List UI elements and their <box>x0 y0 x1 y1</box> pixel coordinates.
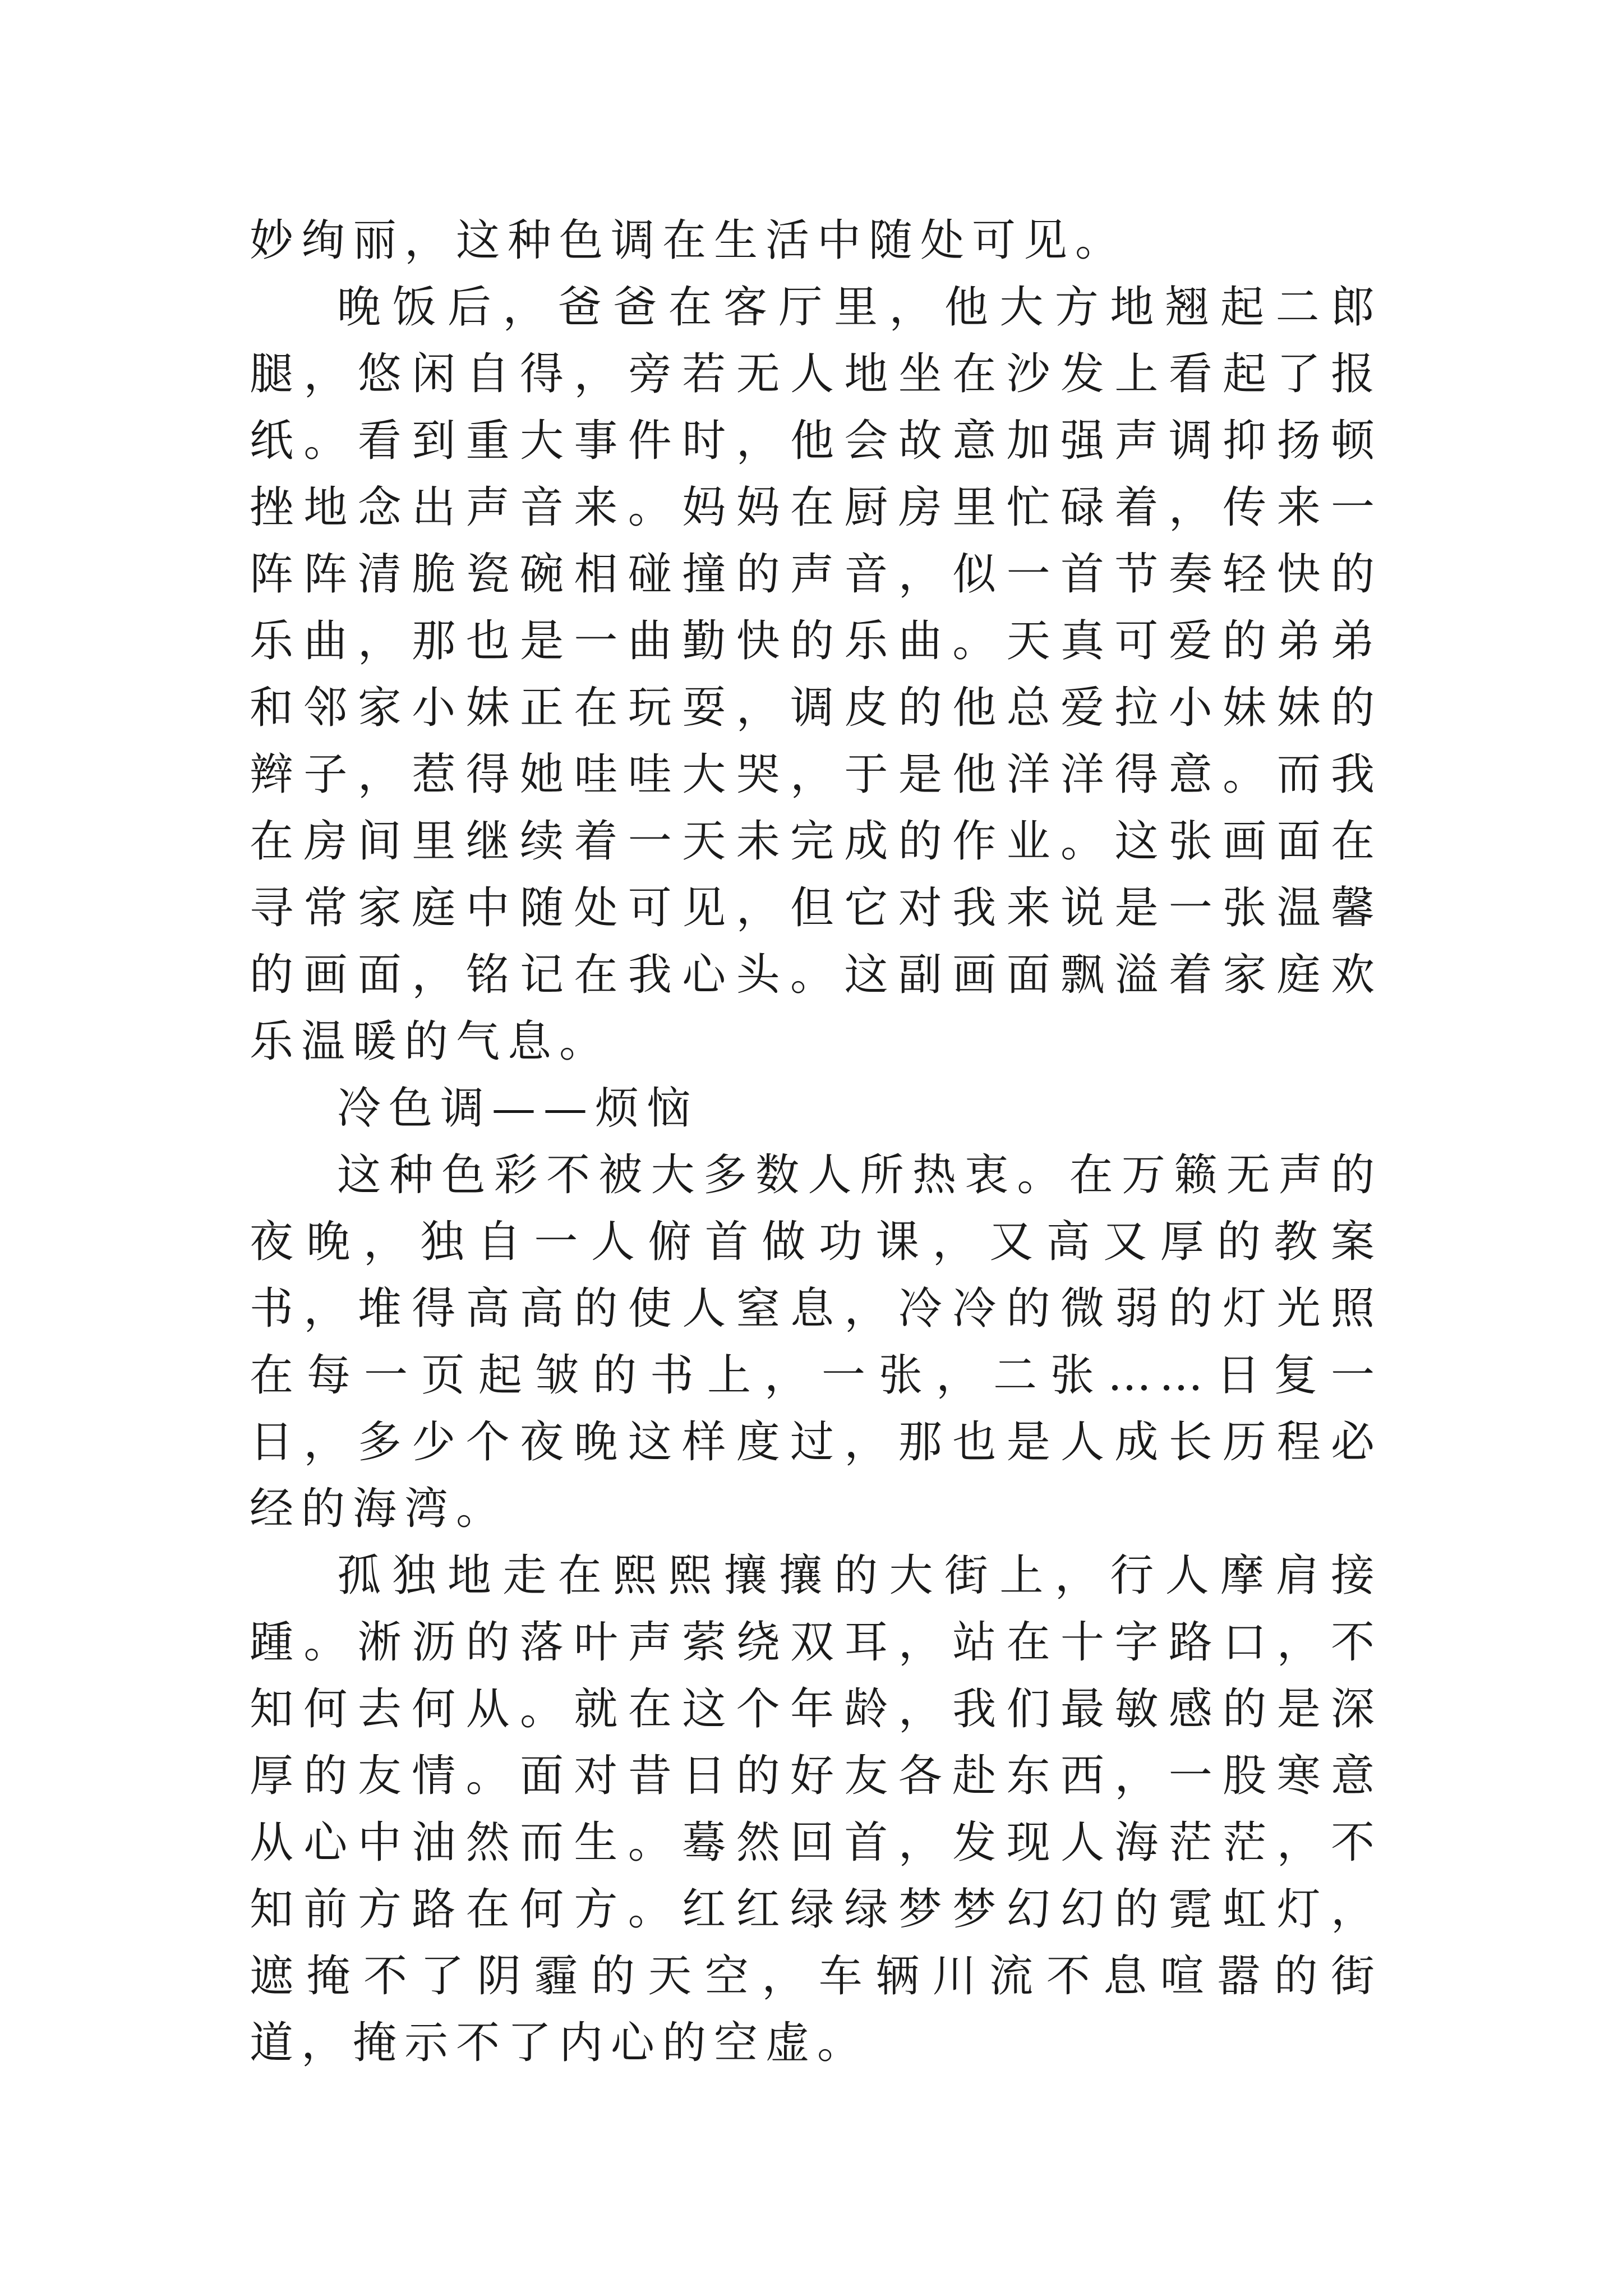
paragraph-2: 晚饭后，爸爸在客厅里，他大方地翘起二郎腿，悠闲自得，旁若无人地坐在沙发上看起了报纸。看到重大事件时，他会故意加强声调抑扬顿挫地念出声音来。妈妈在厨房里忙碌着，传来一阵阵清脆瓷碗相碰撞的声音，似一首节奏轻快的乐曲，那也是一曲勤快的乐曲。天真可爱的弟弟和邻家小妹正在玩耍，调皮的他总爱拉小妹妹的辫子，惹得她哇哇大哭，于是他洋洋得意。而我在房间里继续着一天未完成的作业。这张画面在寻常家庭中随处可见，但它对我来说是一张温馨的画面，铭记在我心头。这副画面飘溢着家庭欢乐温暖的气息。 <box>250 282 1382 1067</box>
section-heading-cold-tone: 冷色调——烦恼 <box>337 1083 699 1134</box>
paragraph-3: 这种色彩不被大多数人所热衷。在万籁无声的夜晚，独自一人俯首做功课，又高又厚的教案书，堆得高高的使人窒息，冷冷的微弱的灯光照在每一页起皱的书上，一张，二张……日复一日，多少个夜晚这样度过，那也是人成长历程必经的海湾。 <box>250 1150 1382 1534</box>
paragraph-4: 孤独地走在熙熙攘攘的大街上，行人摩肩接踵。淅沥的落叶声萦绕双耳，站在十字路口，不知何去何从。就在这个年龄，我们最敏感的是深厚的友情。面对昔日的好友各赴东西，一股寒意从心中油然而生。蓦然回首，发现人海茫茫，不知前方路在何方。红红绿绿梦梦幻幻的霓虹灯，遮掩不了阴霾的天空，车辆川流不息喧嚣的街道，掩示不了内心的空虚。 <box>250 1550 1382 2068</box>
paragraph-1: 妙绚丽，这种色调在生活中随处可见。 <box>250 215 1127 266</box>
text-column <box>250 208 1382 2077</box>
